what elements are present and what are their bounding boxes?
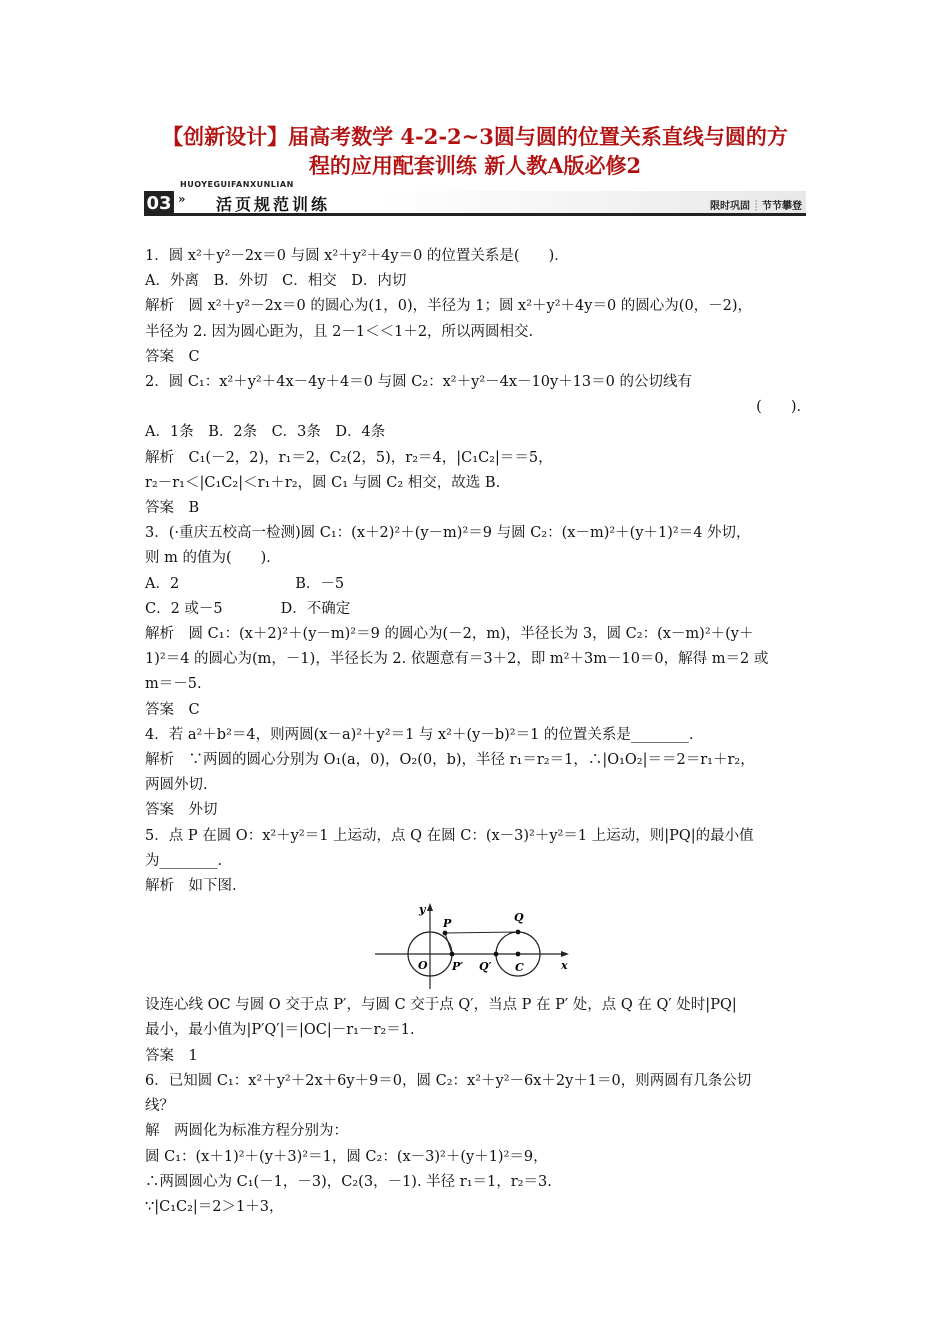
text-line: 解析 C₁(－2，2)，r₁＝2，C₂(2，5)，r₂＝4，|C₁C₂|＝＝5， [145,449,553,466]
label-c: C [515,961,524,975]
exercise-content [145,244,811,1220]
title-line-1: 【创新设计】届高考数学 4-2-2~3圆与圆的位置关系直线与圆的方 [162,124,788,149]
label-o: O [418,959,428,973]
text-line: ∵|C₁C₂|＝2＞1＋3， [145,1198,284,1215]
y-axis-arrow-icon [427,903,433,911]
chevron-icon: » [178,192,186,206]
text-line: 答案 C [145,348,200,365]
label-x: x [561,959,568,973]
text-line: 解析 ∵两圆的圆心分别为 O₁(a，0)，O₂(0，b)，半径 r₁＝r₂＝1，∴|O₁O₂|＝＝2＝r₁＋r₂， [145,752,755,769]
banner-separator: ┊ [752,201,759,212]
text-line: 解 两圆化为标准方程分别为： [145,1123,348,1140]
banner-number: 03 [144,191,174,216]
text-line: 解析 圆 C₁：(x＋2)²＋(y－m)²＝9 的圆心为(－2，m)，半径长为 3，圆 C₂：(x－m)²＋(y＋ [145,626,754,643]
text-line: 5．点 P 在圆 O：x²＋y²＝1 上运动，点 Q 在圆 C：(x－3)²＋y²＝1 上运动，则|PQ|的最小值 [145,827,754,844]
text-line: A．外离 B．外切 C．相交 D．内切 [145,273,407,290]
text-line: 答案 C [145,701,200,718]
text-line: 1．圆 x²＋y²－2x＝0 与圆 x²＋y²＋4y＝0 的位置关系是( )． [145,248,569,264]
label-p-prime: P′ [452,960,464,974]
text-line: 1)²＝4 的圆心为(m，－1)，半径长为 2. 依题意有＝3＋2，即 m²＋3m－10＝0，解得 m＝2 或 [145,651,769,668]
banner-right-right: 节节攀登 [762,201,802,212]
text-line: 6．已知圆 C₁：x²＋y²＋2x＋6y＋9＝0，圆 C₂：x²＋y²－6x＋2y＋1＝0，则两圆有几条公切 [145,1072,752,1089]
text-line: 答案 1 [145,1047,198,1064]
label-q: Q [514,911,524,925]
label-y: y [419,903,426,917]
text-line: r₂－r₁＜|C₁C₂|＜r₁＋r₂，圆 C₁ 与圆 C₂ 相交，故选 B. [145,474,501,491]
text-line: 线？ [145,1098,174,1115]
label-p: P [443,917,452,931]
text-line: 圆 C₁：(x＋1)²＋(y＋3)²＝1，圆 C₂：(x－3)²＋(y＋1)²＝9， [145,1148,548,1165]
banner-pinyin: HUOYEGUIFANXUNLIAN [180,180,294,189]
x-axis-arrow-icon [561,951,569,957]
text-line: A．1条 B．2条 C．3条 D．4条 [145,424,386,441]
text-line: 解析 圆 x²＋y²－2x＝0 的圆心为(1，0)，半径为 1；圆 x²＋y²＋4y＝0 的圆心为(0，－2)， [145,298,753,315]
section-banner [144,180,806,216]
text-line: 答案 外切 [145,802,218,819]
text-line: A．2 B．－5 [145,575,345,592]
text-line: 为________. [145,852,223,869]
text-line: 最小，最小值为|P′Q′|＝|OC|－r₁－r₂＝1. [145,1022,415,1039]
text-line: ∴两圆圆心为 C₁(－1，－3)，C₂(3，－1). 半径 r₁＝1，r₂＝3. [145,1173,552,1190]
text-line: 3．(·重庆五校高一检测)圆 C₁：(x＋2)²＋(y－m)²＝9 与圆 C₂：(x－m)²＋(y＋1)²＝4 外切， [145,525,751,542]
text-line: 解析 如下图. [145,878,237,895]
text-line: 4．若 a²＋b²＝4，则两圆(x－a)²＋y²＝1 与 x²＋(y－b)²＝1 的位置关系是________. [145,726,694,743]
text-line: 答案 B [145,500,200,517]
segment-p-p-prime [445,933,452,954]
point-c [516,952,521,957]
text-line: 2．圆 C₁：x²＋y²＋4x－4y＋4＝0 与圆 C₂：x²＋y²－4x－10y＋13＝0 的公切线有 [145,374,692,391]
point-q-prime [494,952,499,957]
title-line-2: 程的应用配套训练 新人教A版必修2 [308,153,642,178]
circles-figure [373,901,573,991]
document-title [120,122,830,180]
text-line: 半径为 2. 因为圆心距为，且 2－1＜＜1＋2，所以两圆相交. [145,323,534,340]
text-line: ( )． [756,399,811,416]
text-line: 设连心线 OC 与圆 O 交于点 P′，与圆 C 交于点 Q′，当点 P 在 P′ 处，点 Q 在 Q′ 处时|PQ| [145,997,737,1014]
text-line: m＝－5. [145,676,202,693]
text-line: 两圆外切. [145,777,208,794]
segment-pq [445,932,518,933]
banner-label: 活页规范训练 [216,195,331,214]
point-q [516,930,521,935]
point-p-prime [450,952,455,957]
label-q-prime: Q′ [479,960,492,974]
banner-right-text [710,197,802,212]
text-line: 则 m 的值为( )． [145,550,281,567]
text-line: C．2 或－5 D．不确定 [145,600,351,617]
banner-right-left: 限时巩固 [709,201,750,212]
point-p [443,931,448,936]
